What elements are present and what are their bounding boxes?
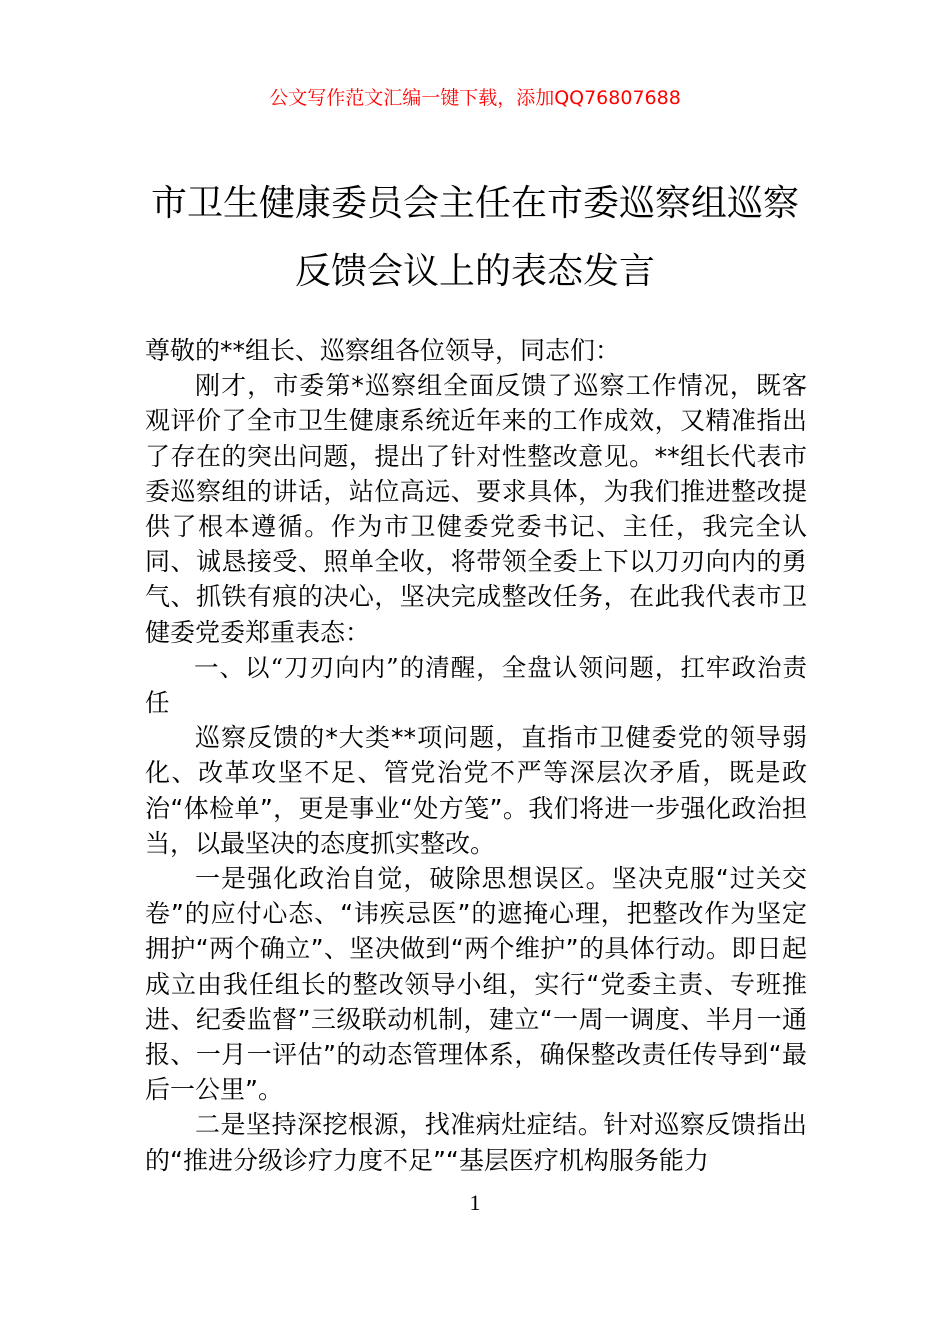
title-line-1: 市卫生健康委员会主任在市委巡察组巡察 bbox=[150, 183, 799, 224]
salutation: 尊敬的**组长、巡察组各位领导，同志们： bbox=[145, 336, 621, 365]
document-title bbox=[140, 170, 810, 306]
paragraph-problems: 巡察反馈的*大类**项问题，直指市卫健委党的领导弱化、改革攻坚不足、管党治党不严等深层次矛盾，既是政治“体检单”，更是事业“处方笺”。我们将进一步强化政治担当，以最坚决的态度抓实整改。 bbox=[145, 723, 807, 858]
section-heading-1: 一、以“刀刃向内”的清醒，全盘认领问题，扛牢政治责任 bbox=[145, 652, 807, 718]
title-line-2: 反馈会议上的表态发言 bbox=[294, 251, 655, 292]
paragraph-point-1: 一是强化政治自觉，破除思想误区。坚决克服“过关交卷”的应付心态、“讳疾忌医”的遮掩心理，把整改作为坚定拥护“两个确立”、坚决做到“两个维护”的具体行动。即日起成立由我任组长的整改领导小组，实行“党委主责、专班推进、纪委监督”三级联动机制，建立“一周一调度、半月一通报、一月一评估”的动态管理体系，确保整改责任传导到“最后一公里”。 bbox=[145, 864, 807, 1105]
paragraph-intro: 刚才，市委第*巡察组全面反馈了巡察工作情况，既客观评价了全市卫生健康系统近年来的工作成效，又精准指出了存在的突出问题，提出了针对性整改意见。**组长代表市委巡察组的讲话，站位高远、要求具体，为我们推进整改提供了根本遵循。作为市卫健委党委书记、主任，我完全认同、诚恳接受、照单全收，将带领全委上下以刀刃向内的勇气、抓铁有痕的决心，坚决完成整改任务，在此我代表市卫健委党委郑重表态： bbox=[145, 371, 807, 647]
paragraph-point-2: 二是坚持深挖根源，找准病灶症结。针对巡察反馈指出的“推进分级诊疗力度不足”“基层医疗机构服务能力 bbox=[145, 1110, 807, 1175]
page-number: 1 bbox=[469, 1190, 481, 1215]
download-banner: 公文写作范文汇编一键下载，添加QQ76807688 bbox=[269, 87, 681, 109]
document-body bbox=[145, 333, 807, 1178]
